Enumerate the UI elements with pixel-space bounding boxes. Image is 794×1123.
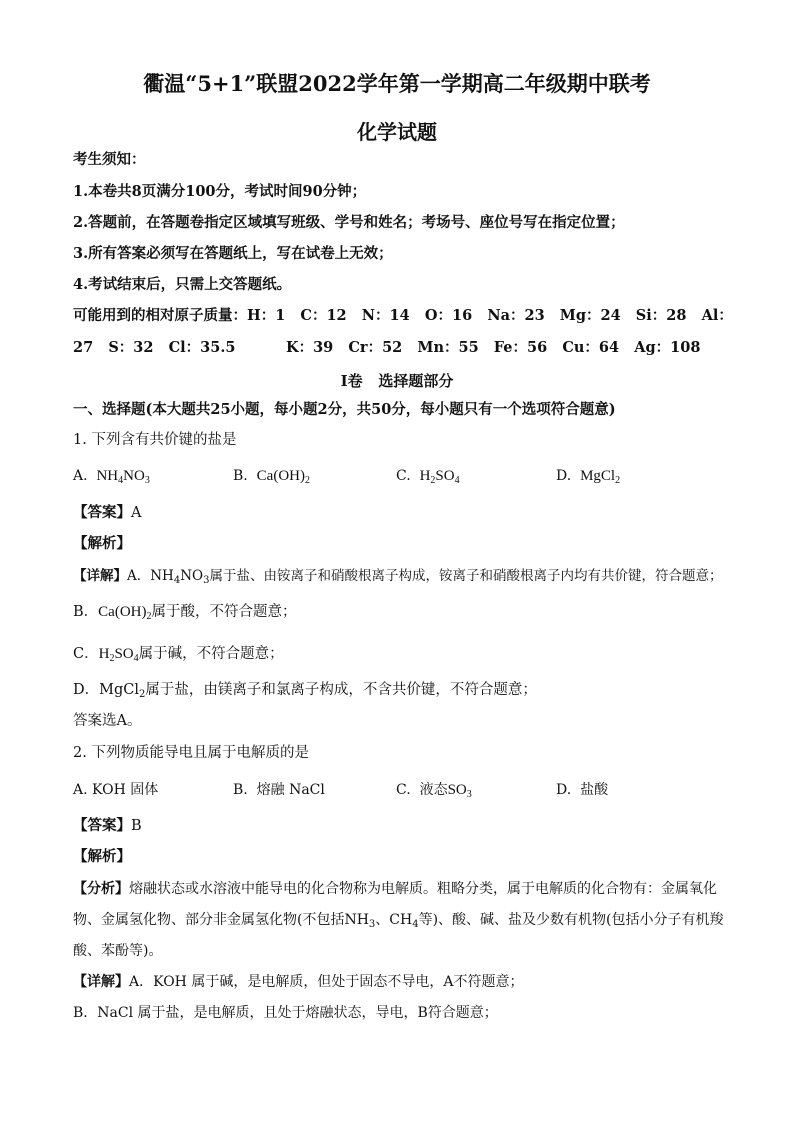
q1-detail-c: C．$H_2SO_4$属于碱，不符合题意； bbox=[73, 646, 284, 664]
q2-fenxi-line-3: 酸、苯酚等)。 bbox=[73, 943, 163, 959]
q1-detail-b: B．$Ca(OH)_2$属于酸，不符合题意； bbox=[73, 604, 297, 622]
atomic-mass-line-1: 可能用到的相对原子质量：H：1 C：12 N：14 O：16 Na：23 Mg：24 Si：28 Al： bbox=[73, 307, 733, 324]
q1-conclusion: 答案选A。 bbox=[73, 713, 142, 729]
q2-answer: 【答案】B bbox=[73, 817, 142, 834]
q1-answer: 【答案】A bbox=[73, 504, 142, 521]
notice-item-2: 2.答题前，在答题卷指定区域填写班级、学号和姓名；考场号、座位号写在指定位置； bbox=[73, 214, 625, 231]
q1-detail-d: D．MgCl$_2$属于盐，由镁离子和氯离子构成，不含共价键，不符合题意； bbox=[73, 682, 537, 700]
notice-heading: 考生须知： bbox=[73, 151, 146, 168]
q1-option-d: D. MgCl$_2$ bbox=[556, 468, 621, 486]
q1-option-b: B. $Ca(OH)_2$ bbox=[233, 468, 310, 486]
notice-item-1: 1.本卷共8页满分100分，考试时间90分钟； bbox=[73, 183, 367, 200]
q1-analysis-tag: 【解析】 bbox=[73, 535, 131, 552]
q2-analysis-tag: 【解析】 bbox=[73, 848, 131, 865]
atomic-mass-line-2: 27 S：32 Cl：35.5 K：39 Cr：52 Mn：55 Fe：56 Cu：64 Ag：108 bbox=[73, 339, 701, 356]
q1-option-a: A. $NH_4NO_3$ bbox=[73, 468, 150, 486]
q2-option-c: C. 液态$SO_3$ bbox=[396, 782, 472, 800]
q2-option-a: A. KOH 固体 bbox=[73, 782, 159, 798]
notice-item-4: 4.考试结束后，只需上交答题纸。 bbox=[73, 276, 292, 293]
exam-subtitle: 化学试题 bbox=[357, 120, 437, 144]
q2-fenxi-line-1: 【分析】熔融状态或水溶液中能导电的化合物称为电解质。粗略分类，属于电解质的化合物有：金属氧化 bbox=[73, 881, 717, 897]
q2-detail-a: 【详解】A．KOH 属于碱，是电解质，但处于固态不导电，A不符题意； bbox=[73, 974, 524, 990]
q2-stem: 2. 下列物质能导电且属于电解质的是 bbox=[73, 745, 309, 761]
notice-item-3: 3.所有答案必须写在答题纸上，写在试卷上无效； bbox=[73, 245, 393, 262]
q1-option-c: C. $H_2SO_4$ bbox=[396, 468, 460, 486]
exam-title: 衢温“5+1”联盟2022学年第一学期高二年级期中联考 bbox=[143, 71, 651, 96]
q2-option-b: B. 熔融 NaCl bbox=[233, 782, 325, 798]
q2-detail-b: B．NaCl 属于盐，是电解质，且处于熔融状态，导电，B符合题意； bbox=[73, 1005, 498, 1021]
q1-stem: 1. 下列含有共价键的盐是 bbox=[73, 432, 237, 448]
q1-detail-a: 【详解】A．$NH_4NO_3$属于盐、由铵离子和硝酸根离子构成，铵离子和硝酸根离子内均有共价键，符合题意； bbox=[73, 568, 723, 586]
q2-fenxi-line-2: 物、金属氢化物、部分非金属氢化物(不包括$NH_3$、$CH_4$等)、酸、碱、盐及少数有机物(包括小分子有机羧 bbox=[73, 912, 724, 930]
section-instruction: 一、选择题(本大题共25小题，每小题2分，共50分，每小题只有一个选项符合题意) bbox=[73, 401, 616, 418]
q2-option-d: D. 盐酸 bbox=[556, 782, 609, 798]
section-title: Ⅰ卷 选择题部分 bbox=[340, 372, 454, 390]
